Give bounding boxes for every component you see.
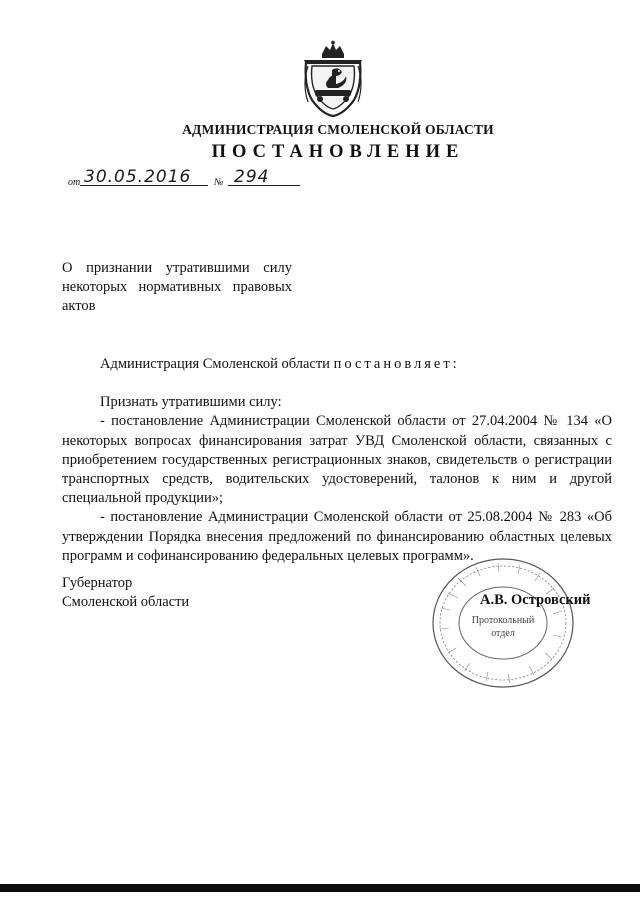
document-body (62, 355, 612, 566)
scan-edge-bar (0, 884, 640, 892)
stamp-label-line1: Протокольный (471, 615, 535, 626)
coat-of-arms-icon (298, 40, 368, 118)
intro-verb: постановляет: (333, 356, 460, 372)
stamp-label (463, 614, 543, 640)
stamp-label-line2: отдел (491, 628, 515, 639)
signatory-title (62, 574, 189, 612)
document-number: 294 (228, 168, 300, 186)
date-number-line (68, 168, 308, 190)
organization-title: АДМИНИСТРАЦИЯ СМОЛЕНСКОЙ ОБЛАСТИ (182, 122, 494, 137)
date-prefix: от (68, 177, 81, 188)
declare-paragraph: Признать утратившими силу: (100, 394, 282, 411)
intro-paragraph (62, 355, 612, 374)
signatory-name: А.В. Островский (480, 592, 591, 608)
number-prefix: № (214, 177, 224, 188)
document-type-title: ПОСТАНОВЛЕНИЕ (211, 142, 465, 162)
signatory-title-line2: Смоленской области (62, 594, 190, 610)
document-date: 30.05.2016 (80, 168, 208, 186)
document-subject: О признании утратившими силу некоторых нормативных правовых актов (62, 260, 292, 314)
intro-text: Администрация Смоленской области (100, 356, 330, 372)
repealed-item-1: - постановление Администрации Смоленской области от 27.04.2004 № 134 «О некоторых вопросах финансирования затрат УВД Смоленской области, связанных с приобретением государственных регистрационных знаков, свидетельств о регистрации транспортных средств, водительских удостоверений, талонов к ним и другой специальной продукции»; (62, 413, 612, 507)
signatory-title-line1: Губернатор (62, 575, 133, 591)
repealed-item-2: - постановление Администрации Смоленской области от 25.08.2004 № 283 «Об утверждении Порядка внесения предложений по финансированию областных целевых программ и софинансированию федеральных целевых программ». (62, 509, 612, 564)
